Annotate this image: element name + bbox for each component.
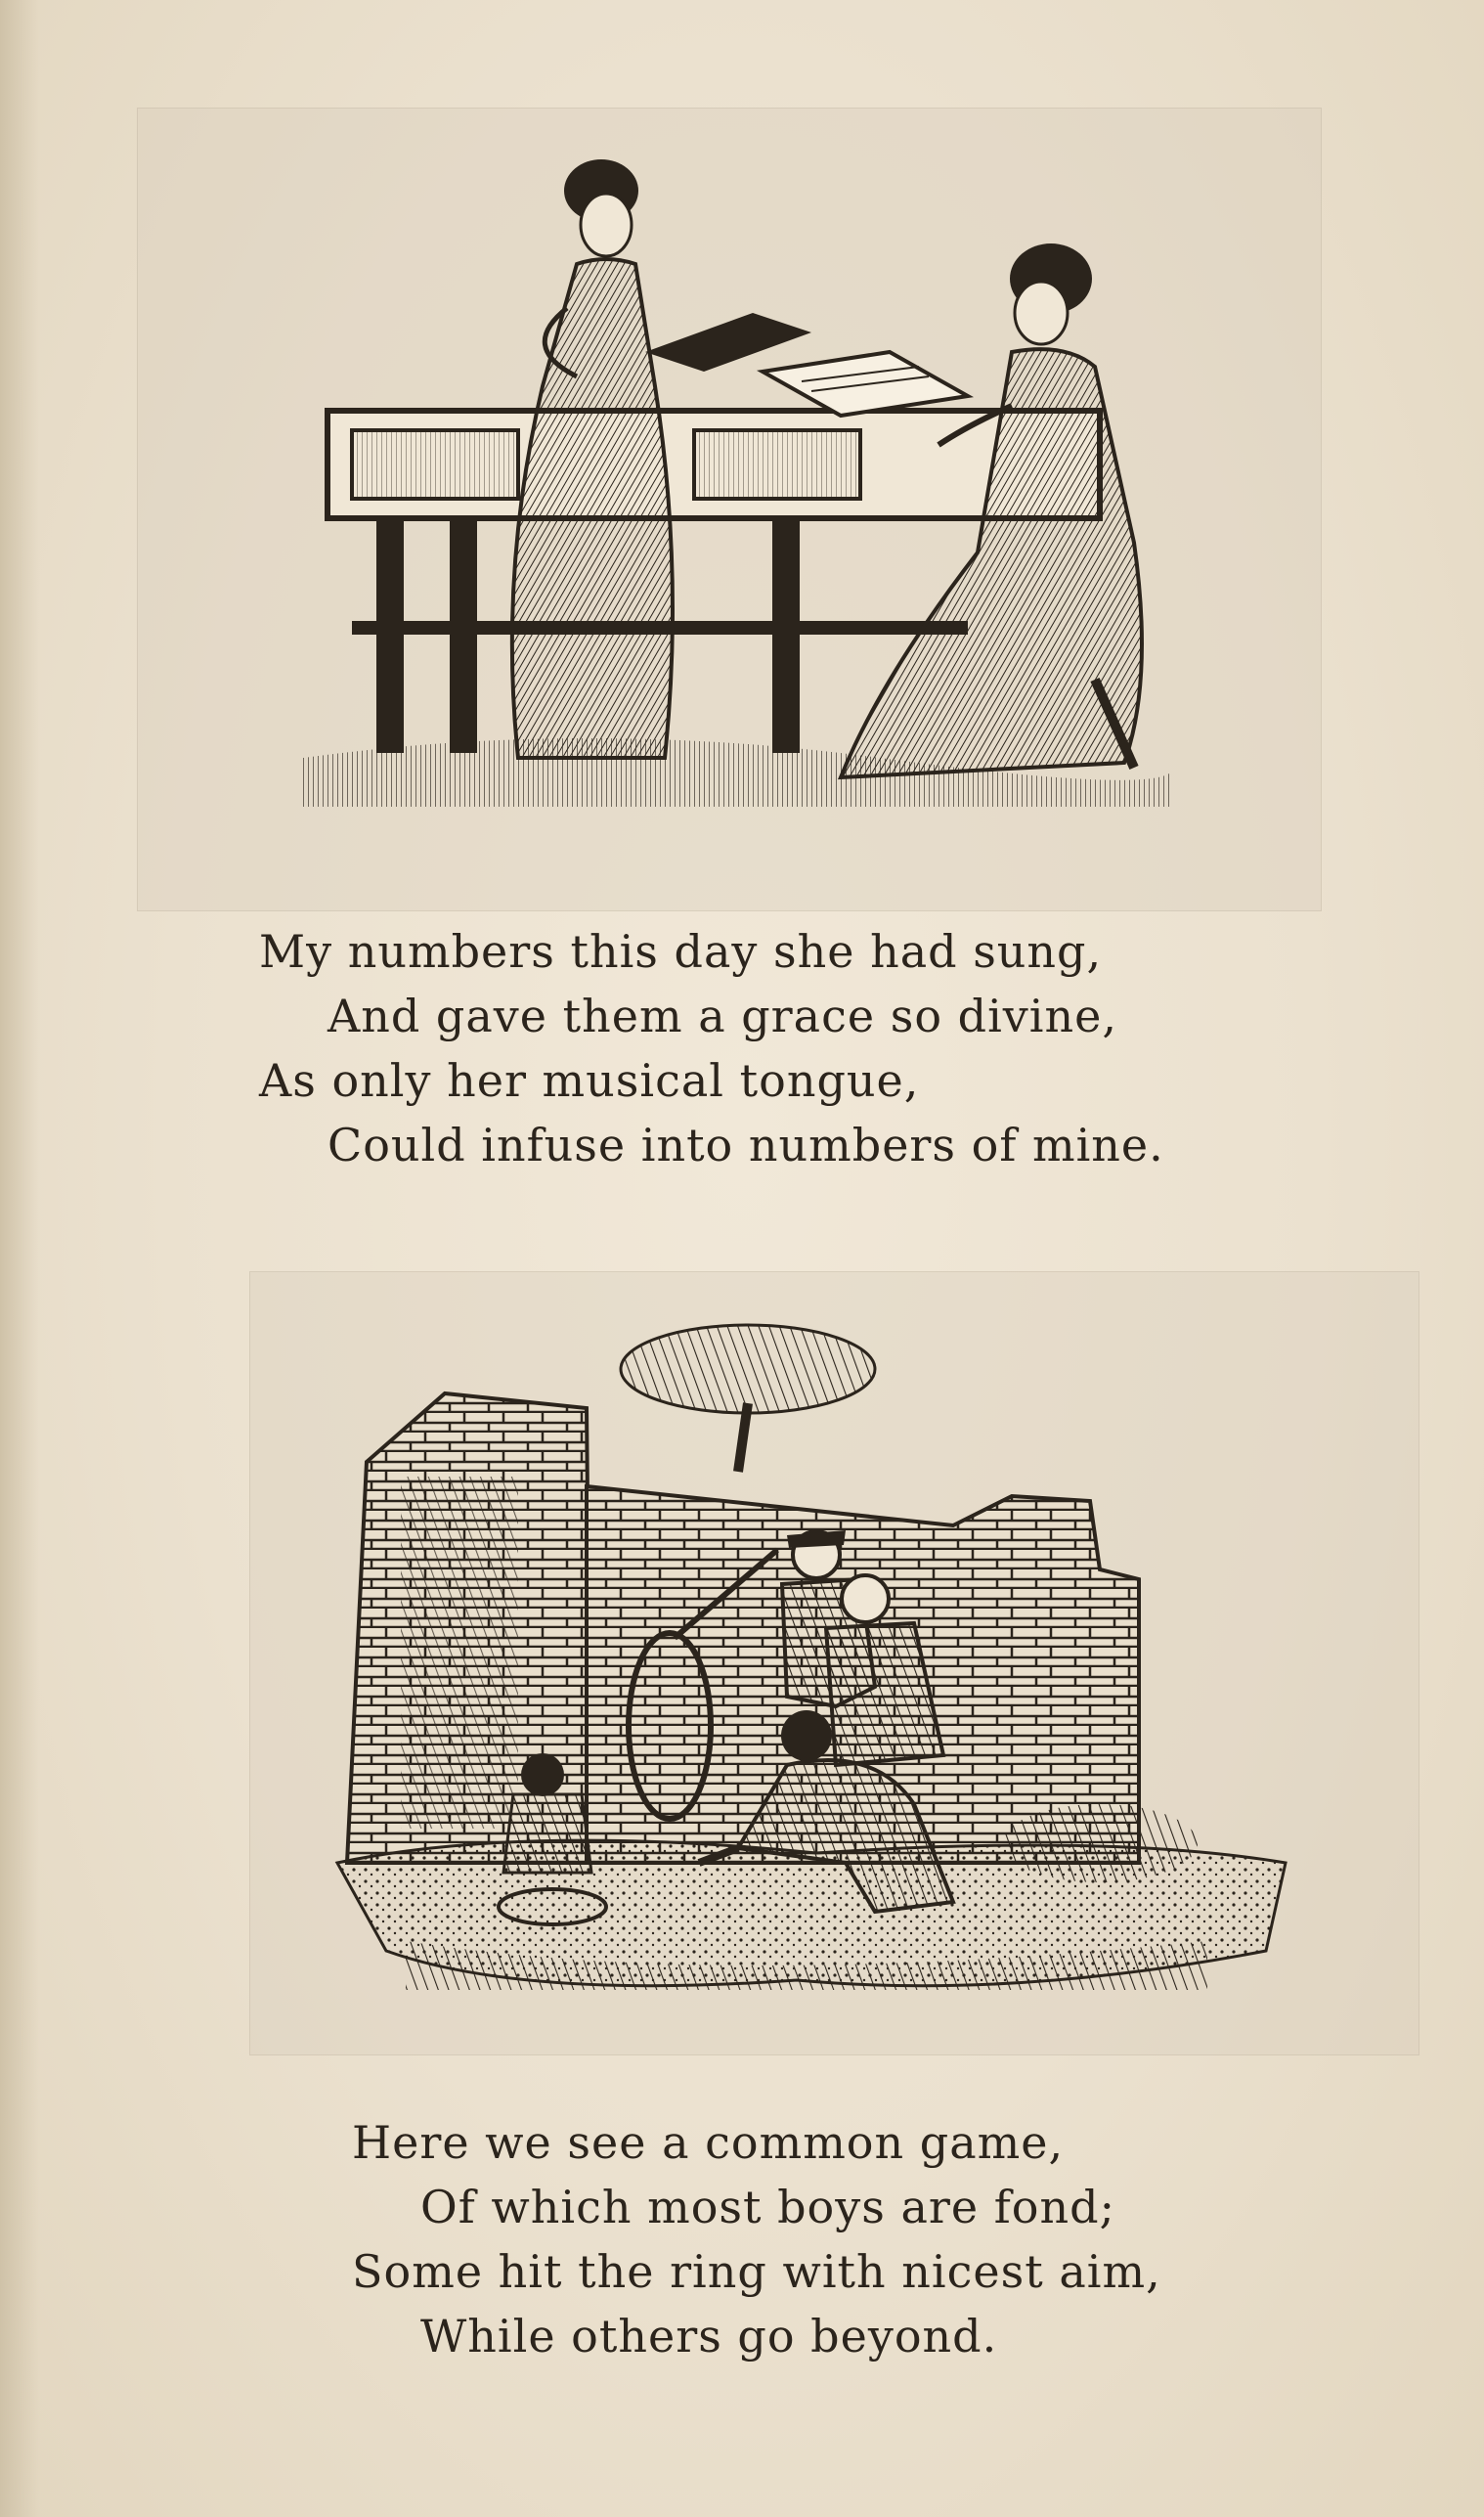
verse-line: As only her musical tongue,	[259, 1054, 920, 1107]
verse-line: While others go beyond.	[420, 2310, 998, 2362]
verse-line: And gave them a grace so divine,	[327, 990, 1117, 1042]
page-gutter-shadow	[0, 0, 39, 2517]
harpsichord-woodcut	[293, 132, 1193, 836]
verse-harpsichord	[259, 919, 1164, 1177]
verse-line: Could infuse into numbers of mine.	[327, 1119, 1164, 1171]
verse-ring-game	[352, 2110, 1161, 2368]
verse-line: Here we see a common game,	[352, 2116, 1065, 2169]
verse-line: Some hit the ring with nicest aim,	[352, 2245, 1161, 2298]
verse-line: Of which most boys are fond;	[420, 2181, 1116, 2233]
verse-line: My numbers this day she had sung,	[259, 925, 1103, 978]
ring-game-woodcut	[327, 1315, 1295, 2000]
